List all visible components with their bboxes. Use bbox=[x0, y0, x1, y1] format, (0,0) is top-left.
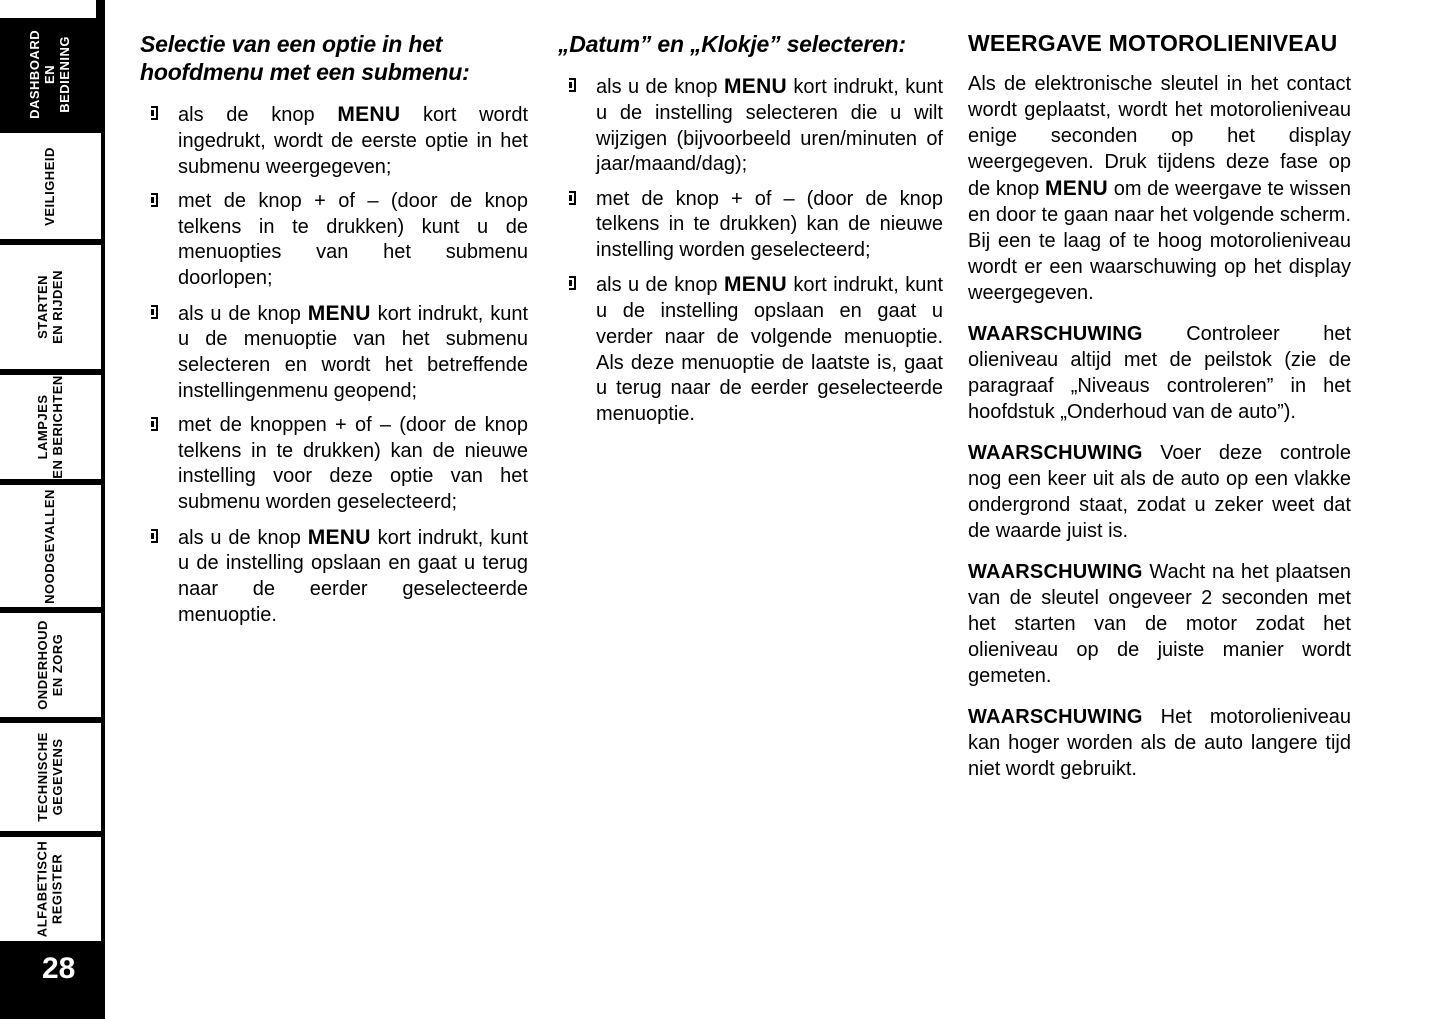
sidebar-item-starten-en-rijden[interactable] bbox=[0, 242, 104, 372]
list-item bbox=[140, 525, 528, 629]
sidebar-item-technische-gegevens[interactable] bbox=[0, 720, 104, 834]
sidebar-item-label: ONDERHOUD EN ZORG bbox=[34, 620, 65, 710]
section-title-weergave-motorolieniveau: WEERGAVE MOTOROLIENIVEAU bbox=[968, 30, 1338, 56]
sidebar-item-label: VEILIGHEID bbox=[42, 146, 58, 226]
warning-text: Voer deze controle nog een keer uit als de auto op een vlakke ondergrond staat, zodat u zeker weet dat de waarde juist is. bbox=[968, 442, 1351, 543]
menu-button-reference: MENU bbox=[723, 75, 788, 99]
list-item-text: met de knop + of – (door de knop telkens in te drukken) kan de nieuwe instelling worden geselecteerd; bbox=[596, 187, 943, 261]
list-item bbox=[140, 102, 528, 180]
column-motorolieniveau bbox=[968, 30, 1351, 797]
bullet-square-icon bbox=[144, 193, 158, 207]
sidebar-item-label: LAMPJES EN BERICHTEN bbox=[34, 375, 65, 479]
bullet-square-icon bbox=[144, 417, 158, 431]
page-content bbox=[140, 30, 1410, 990]
list-item-text: als u de knop MENU kort indrukt, kunt u de menuoptie van het submenu selecteren en wordt het betreffende instellingenmenu geopend; bbox=[178, 301, 529, 402]
sidebar-item-lampjes-en-berichten[interactable] bbox=[0, 372, 104, 482]
sidebar-item-dashboard[interactable] bbox=[0, 18, 104, 130]
datum-klokje-list bbox=[558, 74, 943, 427]
section-tab-rail bbox=[0, 0, 104, 1019]
list-item bbox=[558, 187, 943, 264]
bullet-square-icon bbox=[144, 106, 158, 120]
menu-button-reference: MENU bbox=[337, 103, 401, 127]
list-item bbox=[140, 189, 528, 291]
warning-label: WAARSCHUWING bbox=[968, 706, 1143, 729]
list-item-text: als de knop MENU kort wordt ingedrukt, wordt de eerste optie in het submenu weergegeven; bbox=[178, 103, 529, 178]
list-item bbox=[140, 413, 528, 515]
sidebar-item-label: NOODGEVALLEN bbox=[42, 488, 58, 604]
menu-button-reference: MENU bbox=[1044, 177, 1109, 201]
list-item-text: als u de knop MENU kort indrukt, kunt u de instelling selecteren die u wilt wijzigen (bijvoorbeeld uren/minuten of jaar/maand/dag); bbox=[596, 75, 943, 176]
bullet-square-icon bbox=[144, 529, 158, 543]
sidebar-item-label: STARTEN EN RIJDEN bbox=[34, 270, 65, 344]
list-item bbox=[558, 74, 943, 178]
bullet-square-icon bbox=[144, 305, 158, 319]
warning-label: WAARSCHUWING bbox=[968, 561, 1143, 584]
sidebar-item-alfabetisch-register[interactable] bbox=[0, 834, 104, 944]
warning-text: Controleer het olieniveau altijd met de peilstok (zie de paragraaf „Niveaus controleren” in het hoofdstuk „Onderhoud van de auto”). bbox=[968, 323, 1351, 424]
section-title-datum-klokje: „Datum” en „Klokje” selecteren: bbox=[558, 31, 906, 57]
column-datum-klokje bbox=[558, 30, 943, 436]
warning-paragraph bbox=[968, 321, 1351, 425]
warning-label: WAARSCHUWING bbox=[968, 442, 1143, 465]
sidebar-item-onderhoud-en-zorg[interactable] bbox=[0, 610, 104, 720]
intro-paragraph: Als de elektronische sleutel in het contact wordt geplaatst, wordt het motorolieniveau enige seconden op het display weergegeven. Druk tijdens deze fase op de knop MENU om de weergave te wissen en door te gaan naar het volgende scherm. Bij een te laag of te hoog motorolieniveau wordt er een waarschuwing op het display weergegeven. bbox=[968, 73, 1351, 305]
list-item bbox=[140, 301, 528, 405]
list-item-text: als u de knop MENU kort indrukt, kunt u de instelling opslaan en gaat u terug naar de eerder geselecteerde menuoptie. bbox=[178, 525, 529, 626]
warning-paragraph bbox=[968, 704, 1351, 782]
sidebar-item-label: ALFABETISCH REGISTER bbox=[34, 840, 65, 938]
list-item bbox=[558, 272, 943, 427]
page-title: Selectie van een optie in het hoofdmenu met een submenu: bbox=[140, 31, 470, 86]
menu-button-reference: MENU bbox=[723, 273, 788, 297]
sidebar-item-noodgevallen[interactable] bbox=[0, 482, 104, 610]
list-item-text: met de knoppen + of – (door de knop telkens in te drukken) kan de nieuwe instelling voor deze optie van het submenu worden geselecteerd; bbox=[178, 414, 528, 513]
warning-paragraph bbox=[968, 440, 1351, 544]
warning-text: Het motorolieniveau kan hoger worden als de auto langere tijd niet wordt gebruikt. bbox=[968, 706, 1352, 781]
list-item-text: als u de knop MENU kort indrukt, kunt u de instelling opslaan en gaat u verder naar de volgende menuoptie. Als deze menuoptie de laatste is, gaat u terug naar de eerder geselecteerde menuoptie. bbox=[596, 273, 943, 425]
sidebar-item-veiligheid[interactable] bbox=[0, 130, 104, 242]
menu-button-reference: MENU bbox=[307, 525, 371, 549]
menu-selection-list bbox=[140, 102, 528, 628]
bullet-square-icon bbox=[562, 191, 576, 205]
menu-button-reference: MENU bbox=[307, 301, 371, 325]
bullet-square-icon bbox=[562, 276, 576, 290]
sidebar-item-label: DASHBOARD EN BEDIENING bbox=[27, 29, 72, 119]
sidebar-item-label: TECHNISCHE GEGEVENS bbox=[34, 732, 65, 822]
bullet-square-icon bbox=[562, 78, 576, 92]
warning-paragraph bbox=[968, 559, 1351, 689]
list-item-text: met de knop + of – (door de knop telkens in te drukken) kunt u de menuopties van het submenu doorlopen; bbox=[178, 190, 528, 289]
warning-text: Wacht na het plaatsen van de sleutel ongeveer 2 seconden met het starten van de motor zodat het olieniveau op de juiste manier wordt gemeten. bbox=[968, 561, 1351, 688]
column-menu-selection bbox=[140, 30, 528, 637]
warning-label: WAARSCHUWING bbox=[968, 323, 1143, 346]
page-number-box bbox=[0, 944, 104, 1019]
page-number: 28 bbox=[42, 952, 76, 985]
